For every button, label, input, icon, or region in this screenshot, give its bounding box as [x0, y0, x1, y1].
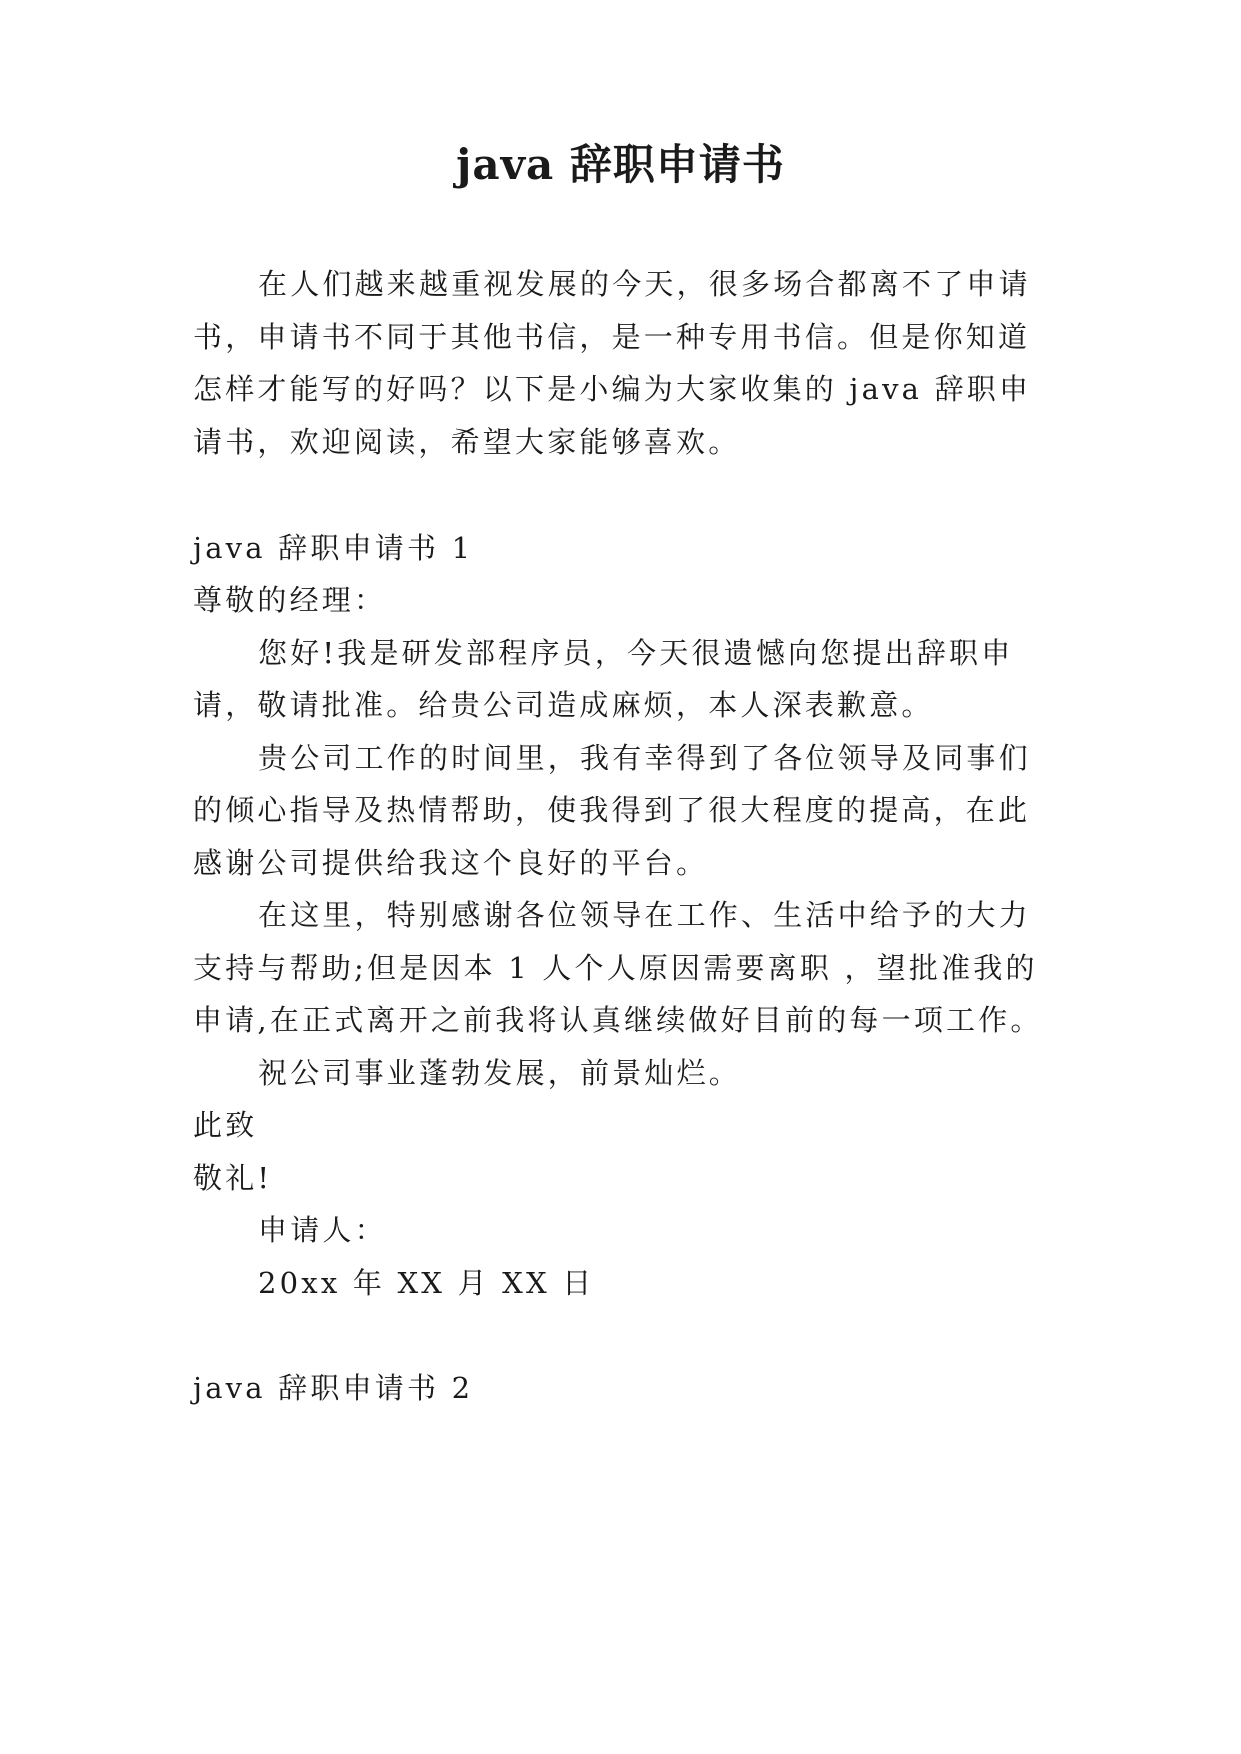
body-line-6: 在这里，特别感谢各位领导在工作、生活中给予的大力 — [258, 898, 1031, 932]
section1-heading: java 辞职申请书 1 — [193, 531, 474, 565]
section2-heading: java 辞职申请书 2 — [193, 1371, 474, 1405]
intro-line-4: 请书，欢迎阅读，希望大家能够喜欢。 — [193, 425, 741, 459]
applicant-label: 申请人： — [258, 1213, 387, 1247]
document-title: java 辞职申请书 — [456, 140, 785, 189]
body-line-7: 支持与帮助;但是因本 1 人个人原因需要离职 ，望批准我的 — [193, 951, 1038, 985]
date-line: 20xx 年 XX 月 XX 日 — [258, 1266, 595, 1300]
body-line-5: 感谢公司提供给我这个良好的平台。 — [193, 846, 709, 880]
body-line-1: 您好!我是研发部程序员，今天很遗憾向您提出辞职申 — [258, 636, 1014, 670]
salutation: 尊敬的经理： — [193, 583, 387, 617]
closing-line-1: 此致 — [193, 1108, 258, 1142]
intro-line-1: 在人们越来越重视发展的今天，很多场合都离不了申请 — [258, 267, 1031, 301]
body-line-9: 祝公司事业蓬勃发展，前景灿烂。 — [258, 1056, 742, 1090]
body-line-4: 的倾心指导及热情帮助，使我得到了很大程度的提高，在此 — [193, 793, 1031, 827]
body-line-8: 申请,在正式离开之前我将认真继续做好目前的每一项工作。 — [193, 1003, 1043, 1037]
body-line-3: 贵公司工作的时间里，我有幸得到了各位领导及同事们 — [258, 741, 1031, 775]
intro-line-3: 怎样才能写的好吗？以下是小编为大家收集的 java 辞职申 — [193, 372, 1032, 406]
body-line-2: 请，敬请批准。给贵公司造成麻烦，本人深表歉意。 — [193, 688, 934, 722]
closing-line-2: 敬礼! — [193, 1161, 273, 1195]
intro-line-2: 书，申请书不同于其他书信，是一种专用书信。但是你知道 — [193, 320, 1031, 354]
